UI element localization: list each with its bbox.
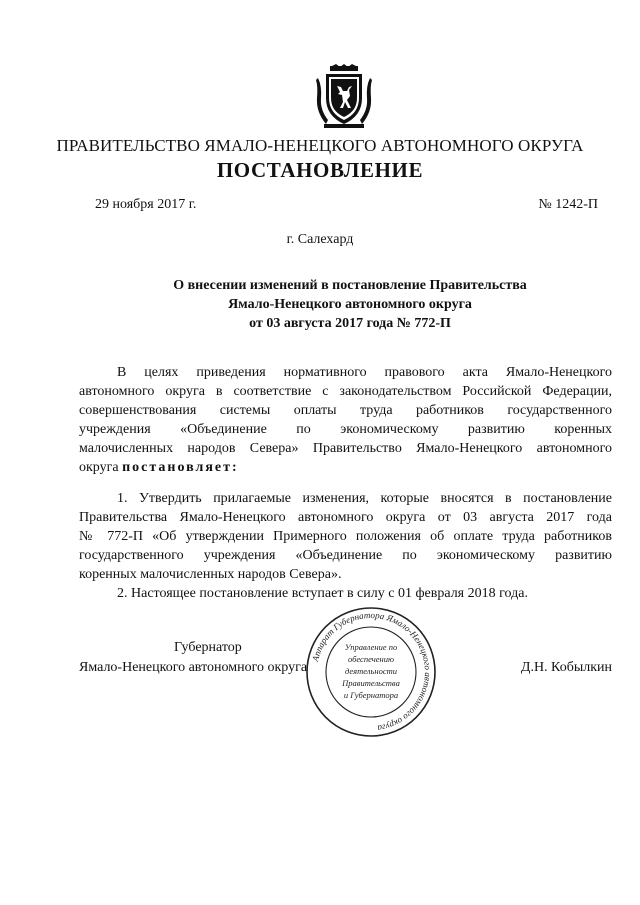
organization-name: ПРАВИТЕЛЬСТВО ЯМАЛО-НЕНЕЦКОГО АВТОНОМНОГО ОКРУГА: [56, 136, 584, 155]
item-line: № 772-П «Об утверждении Примерного положения об оплате труда работников: [79, 529, 612, 544]
document-date: 29 ноября 2017 г.: [95, 197, 197, 212]
paragraph-line: автономного округа в соответствие с законодательством Российской Федерации,: [79, 384, 612, 399]
paragraph-text: округа: [79, 460, 119, 475]
paragraph-line: В целях приведения нормативного правового акта Ямало-Ненецкого: [117, 365, 612, 380]
paragraph-line: совершенствования системы оплаты труда работников государственного: [79, 403, 612, 418]
stamp-line: Управление по: [344, 642, 398, 652]
paragraph-line: учреждения «Объединение по экономическому развитию коренных: [79, 422, 612, 437]
signer-name: Д.Н. Кобылкин: [520, 660, 612, 675]
resolution-keyword: постановляет:: [122, 460, 239, 475]
item-line: 1. Утвердить прилагаемые изменения, которые вносятся в постановление: [117, 491, 612, 506]
signer-title: Губернатор: [174, 640, 242, 655]
item-line: Правительства Ямало-Ненецкого автономного округа от 03 августа 2017 года: [79, 510, 612, 525]
item-line: коренных малочисленных народов Севера».: [79, 567, 342, 582]
subject-line: О внесении изменений в постановление Правительства: [173, 278, 527, 293]
document-subject: [100, 276, 600, 333]
document-type: ПОСТАНОВЛЕНИЕ: [216, 158, 424, 182]
official-stamp: [303, 604, 439, 740]
paragraph-line: [79, 458, 612, 477]
stamp-line: обеспечению: [347, 654, 395, 664]
resolution-items: [79, 489, 612, 603]
coat-of-arms-icon: [316, 64, 372, 130]
subject-line: от 03 августа 2017 года № 772-П: [249, 316, 451, 331]
stamp-ring-text: Аппарат Губернатора Ямало-Ненецкого автономного округа: [310, 609, 434, 734]
stamp-line: деятельности: [344, 666, 398, 676]
stamp-line: и Губернатора: [343, 690, 399, 700]
stamp-line: Правительства: [342, 678, 400, 688]
document-number: № 1242-П: [538, 197, 598, 212]
preamble-paragraph: [79, 363, 612, 477]
item-line: государственного учреждения «Объединение по экономическому развитию: [79, 548, 612, 563]
signer-title-region: Ямало-Ненецкого автономного округа: [79, 660, 308, 675]
subject-line: Ямало-Ненецкого автономного округа: [228, 297, 472, 312]
document-city: г. Салехард: [286, 232, 354, 247]
paragraph-line: малочисленных народов Севера» Правительство Ямало-Ненецкого автономного: [79, 441, 612, 456]
item-line: 2. Настоящее постановление вступает в силу с 01 февраля 2018 года.: [117, 586, 528, 601]
